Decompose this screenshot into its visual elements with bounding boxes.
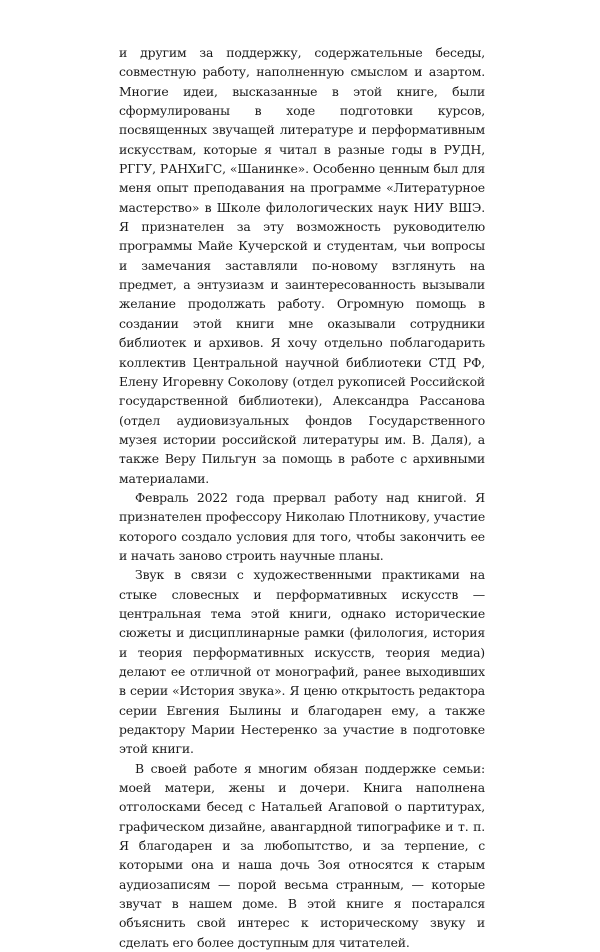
body-text — [119, 43, 485, 952]
paragraph-february-2022: Февраль 2022 года прервал работу над книгой. Я признателен профессору Николаю Плотникову, участие которого создало условия для того, чтобы закончить ее и начать заново строить научные планы. — [119, 489, 485, 563]
paragraph-acknowledgements-colleagues: и другим за поддержку, содержательные беседы, совместную работу, наполненную смыслом и азартом. Многие идеи, высказанные в этой книге, были сформулированы в ходе подготовки курсов, посвященных звучащей литературе и перформативным искусствам, которые я читал в разные годы в РУДН, РГГУ, РАНХиГС, «Шанинке». Особенно ценным был для меня опыт преподавания на программе «Литературное мастерство» в Школе филологических наук НИУ ВШЭ. Я признателен за эту возможность руководителю программы Майе Кучерской и студентам, чьи вопросы и замечания заставляли по-новому взглянуть на предмет, а энтузиазм и заинтересованность вызывали желание продолжать работу. Огромную помощь в создании этой книги мне оказывали сотрудники библиотек и архивов. Я хочу отдельно поблагодарить коллектив Центральной научной библиотеки СТД РФ, Елену Игоревну Соколову (отдел рукописей Российской государственной библиотеки), Александра Рассанова (отдел аудиовизуальных фондов Государственного музея истории российской литературы им. В. Даля), а также Веру Пильгун за помощь в работе с архивными материалами. — [119, 45, 485, 486]
paragraph-sound-series: Звук в связи с художественными практиками на стыке словесных и перформативных искусств — центральная тема этой книги, однако исторические сюжеты и дисциплинарные рамки (филология, история и теория перформативных искусств, теория медиа) делают ее отличной от монографий, ранее выходивших в серии «История звука». Я ценю открытость редактора серии Евгения Былины и благодарен ему, а также редактору Марии Нестеренко за участие в подготовке этой книги. — [119, 567, 485, 757]
paragraph-family: В своей работе я многим обязан поддержке семьи: моей матери, жены и дочери. Книга наполнена отголосками бесед с Натальей Агаповой о партитурах, графическом дизайне, авангардной типографике и т. п. Я благодарен и за любопытство, и за терпение, с которыми она и наша дочь Зоя относятся к старым аудиозаписям — порой весьма странным, — которые звучат в нашем доме. В этой книге я постарался объяснить свой интерес к историческому звуку и сделать его более доступным для читателей. — [119, 760, 485, 950]
